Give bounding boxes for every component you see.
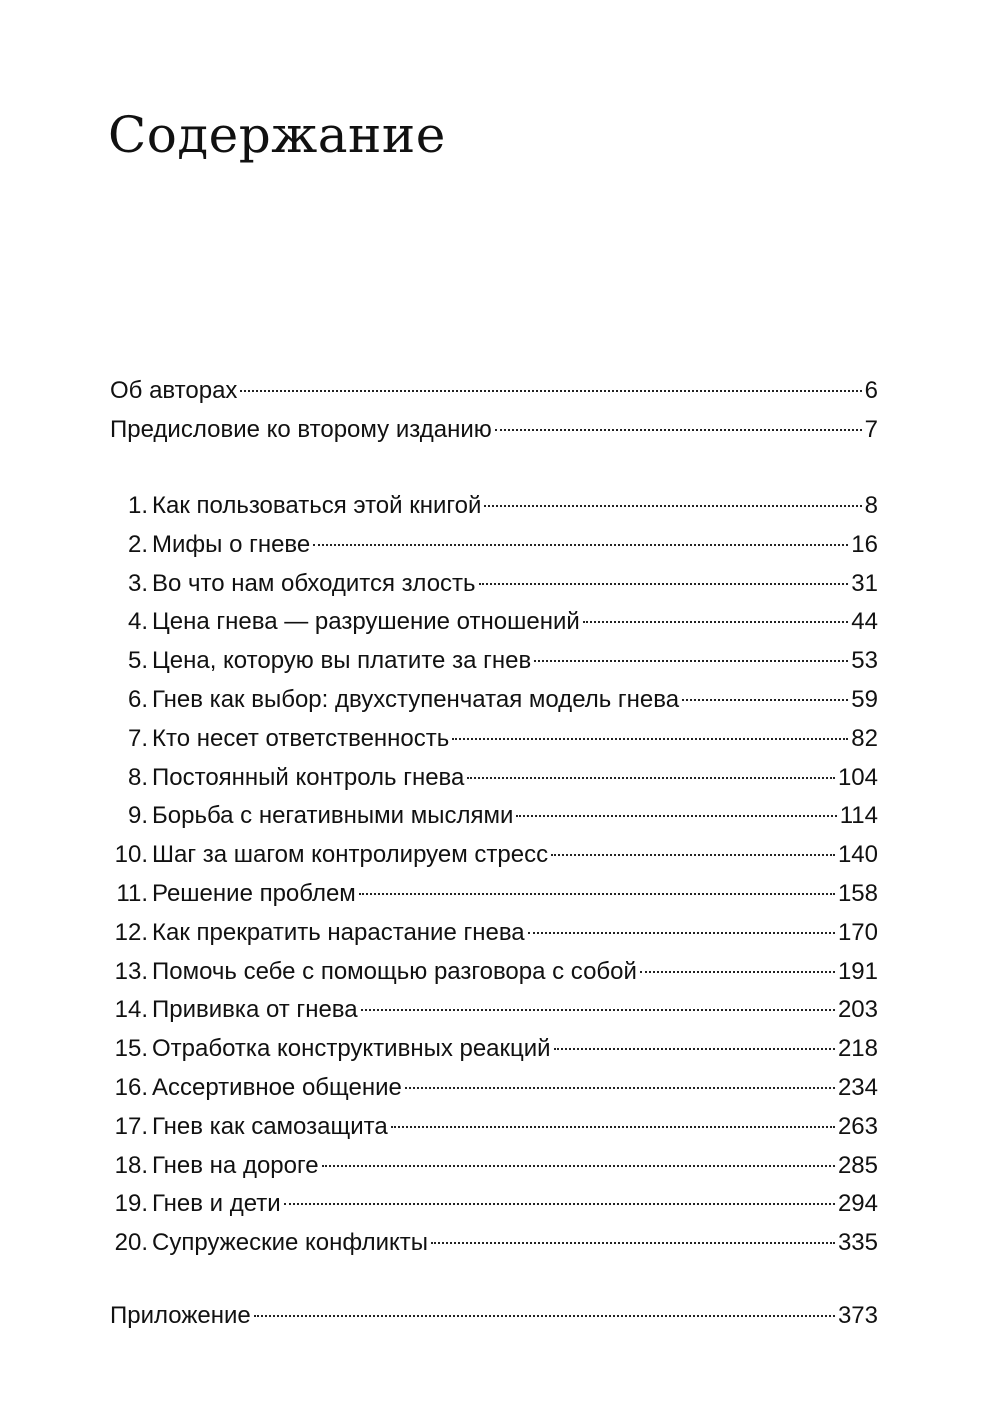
toc-entry[interactable]	[110, 836, 878, 875]
toc-leader-dots	[452, 738, 848, 740]
toc-entry-label: Шаг за шагом контролируем стресс	[152, 841, 549, 869]
toc-entry-label: Ассертивное общение	[152, 1073, 402, 1101]
toc-entry-label: Предисловие ко второму изданию	[110, 415, 492, 443]
toc-entry[interactable]	[110, 759, 878, 798]
toc-entry-page-number: 31	[851, 569, 878, 597]
toc-entry[interactable]	[110, 487, 878, 526]
toc-leader-dots	[361, 1009, 835, 1011]
toc-entry-label: Гнев на дороге	[152, 1151, 319, 1179]
toc-entry-number: 6.	[127, 685, 148, 713]
toc-entry-number: 14.	[114, 996, 148, 1024]
toc-leader-dots	[322, 1165, 835, 1167]
toc-entry[interactable]	[110, 526, 878, 565]
toc-entry-label: Приложение	[110, 1302, 251, 1329]
toc-entry-page-number: 7	[864, 415, 878, 443]
toc-entry-label: Постоянный контроль гнева	[152, 763, 465, 791]
toc-leader-dots	[467, 777, 835, 779]
toc-leader-dots	[240, 390, 861, 392]
toc-entry-page-number: 158	[837, 879, 878, 907]
toc-entry-page-number: 335	[837, 1229, 878, 1257]
toc-entry-number: 3.	[127, 569, 148, 597]
toc-entry-page-number: 285	[837, 1151, 878, 1179]
toc-entry-label: Гнев как выбор: двухступенчатая модель гнева	[152, 685, 680, 713]
toc-entry-label: Отработка конструктивных реакций	[152, 1035, 551, 1063]
toc-entry-number: 17.	[114, 1112, 148, 1140]
toc-entry-number: 1.	[127, 492, 148, 519]
toc-leader-dots	[479, 583, 849, 585]
toc-entry-label: Цена, которую вы платите за гнев	[152, 647, 532, 675]
page-title: Содержание	[108, 106, 446, 164]
toc-entry-label: Кто несет ответственность	[152, 724, 450, 752]
toc-entry[interactable]	[110, 1147, 878, 1186]
toc-leader-dots	[534, 660, 848, 662]
toc-entry[interactable]	[110, 991, 878, 1030]
toc-entry-page-number: 8	[864, 492, 878, 519]
toc-entry-label: Гнев как самозащита	[152, 1112, 388, 1140]
toc-entry-page-number: 16	[851, 530, 878, 558]
toc-entry-page-number: 82	[851, 724, 878, 752]
toc-entry-number: 13.	[114, 957, 148, 985]
toc-entry-label: Как прекратить нарастание гнева	[152, 918, 525, 946]
toc-entry[interactable]	[110, 565, 878, 604]
toc-leader-dots	[682, 699, 848, 701]
toc-entry[interactable]	[110, 1224, 878, 1263]
toc-leader-dots	[405, 1087, 835, 1089]
toc-leader-dots	[391, 1126, 835, 1128]
toc-entry-number: 19.	[114, 1190, 148, 1218]
toc-entry-number: 7.	[127, 724, 148, 752]
toc-leader-dots	[284, 1203, 835, 1205]
toc-leader-dots	[554, 1048, 835, 1050]
toc-entry[interactable]	[110, 1069, 878, 1108]
toc-leader-dots	[495, 429, 862, 431]
toc-leader-dots	[254, 1315, 835, 1317]
toc-entry-number: 10.	[114, 841, 148, 869]
toc-entry-label: Во что нам обходится злость	[152, 569, 476, 597]
toc-entry-page-number: 203	[837, 996, 878, 1024]
toc-entry-number: 8.	[127, 763, 148, 791]
toc-leader-dots	[528, 932, 835, 934]
toc-leader-dots	[516, 815, 836, 817]
toc-entry-number: 12.	[114, 918, 148, 946]
toc-entry-number: 20.	[114, 1229, 148, 1257]
toc-entry-label: Гнев и дети	[152, 1190, 281, 1218]
toc-entry-label: Об авторах	[110, 377, 238, 404]
toc-entry-label: Борьба с негативными мыслями	[152, 802, 514, 830]
toc-entry-number: 15.	[114, 1035, 148, 1063]
toc-entry-number: 16.	[114, 1073, 148, 1101]
toc-entry[interactable]	[110, 720, 878, 759]
toc-entry-page-number: 6	[864, 377, 878, 404]
toc-entry[interactable]	[110, 1030, 878, 1069]
toc-entry[interactable]	[110, 1185, 878, 1224]
toc-entry[interactable]	[110, 642, 878, 681]
toc-entry-page-number: 104	[837, 763, 878, 791]
toc-entry-number: 9.	[127, 802, 148, 830]
toc-entry-number: 18.	[114, 1151, 148, 1179]
toc-entry[interactable]	[110, 681, 878, 720]
toc-entry[interactable]	[110, 875, 878, 914]
toc-entry-page-number: 373	[837, 1302, 878, 1329]
toc-entry-page-number: 294	[837, 1190, 878, 1218]
toc-entry[interactable]	[110, 1108, 878, 1147]
toc-back-matter	[110, 1297, 878, 1336]
toc-entry-label: Цена гнева — разрушение отношений	[152, 608, 580, 636]
toc-entry-page-number: 114	[839, 802, 878, 830]
toc-leader-dots	[313, 544, 848, 546]
toc-entry-page-number: 234	[837, 1073, 878, 1101]
toc-entry[interactable]	[110, 953, 878, 992]
toc-entry-label: Как пользоваться этой книгой	[152, 492, 482, 519]
toc-entry-page-number: 191	[837, 957, 878, 985]
toc-entry-label: Супружеские конфликты	[152, 1229, 429, 1257]
toc-entry-label: Мифы о гневе	[152, 530, 311, 558]
toc-entry[interactable]	[110, 914, 878, 953]
toc-entry-page-number: 263	[837, 1112, 878, 1140]
toc-entry-page-number: 59	[851, 685, 878, 713]
toc-entry-label: Прививка от гнева	[152, 996, 358, 1024]
toc-leader-dots	[359, 893, 835, 895]
toc-entry-label: Решение проблем	[152, 879, 356, 907]
toc-entry[interactable]	[110, 411, 878, 450]
toc-entry-page-number: 170	[837, 918, 878, 946]
toc-front-matter	[110, 372, 878, 450]
toc-leader-dots	[551, 854, 835, 856]
toc-entry-page-number: 218	[837, 1035, 878, 1063]
toc-entry-number: 11.	[116, 879, 148, 907]
toc-entry[interactable]	[110, 372, 878, 411]
toc-chapters	[110, 487, 878, 1263]
toc-entry-page-number: 44	[851, 608, 878, 636]
toc-entry-number: 2.	[127, 530, 148, 558]
toc-entry[interactable]	[110, 1297, 878, 1336]
toc-leader-dots	[640, 971, 835, 973]
toc-leader-dots	[583, 621, 849, 623]
toc-leader-dots	[484, 505, 861, 507]
toc-entry-number: 4.	[127, 608, 148, 636]
toc-entry-page-number: 140	[837, 841, 878, 869]
toc-entry-label: Помочь себе с помощью разговора с собой	[152, 957, 637, 985]
toc-leader-dots	[431, 1242, 835, 1244]
toc-entry-page-number: 53	[851, 647, 878, 675]
toc-entry[interactable]	[110, 603, 878, 642]
toc-entry[interactable]	[110, 797, 878, 836]
toc-entry-number: 5.	[127, 647, 148, 675]
